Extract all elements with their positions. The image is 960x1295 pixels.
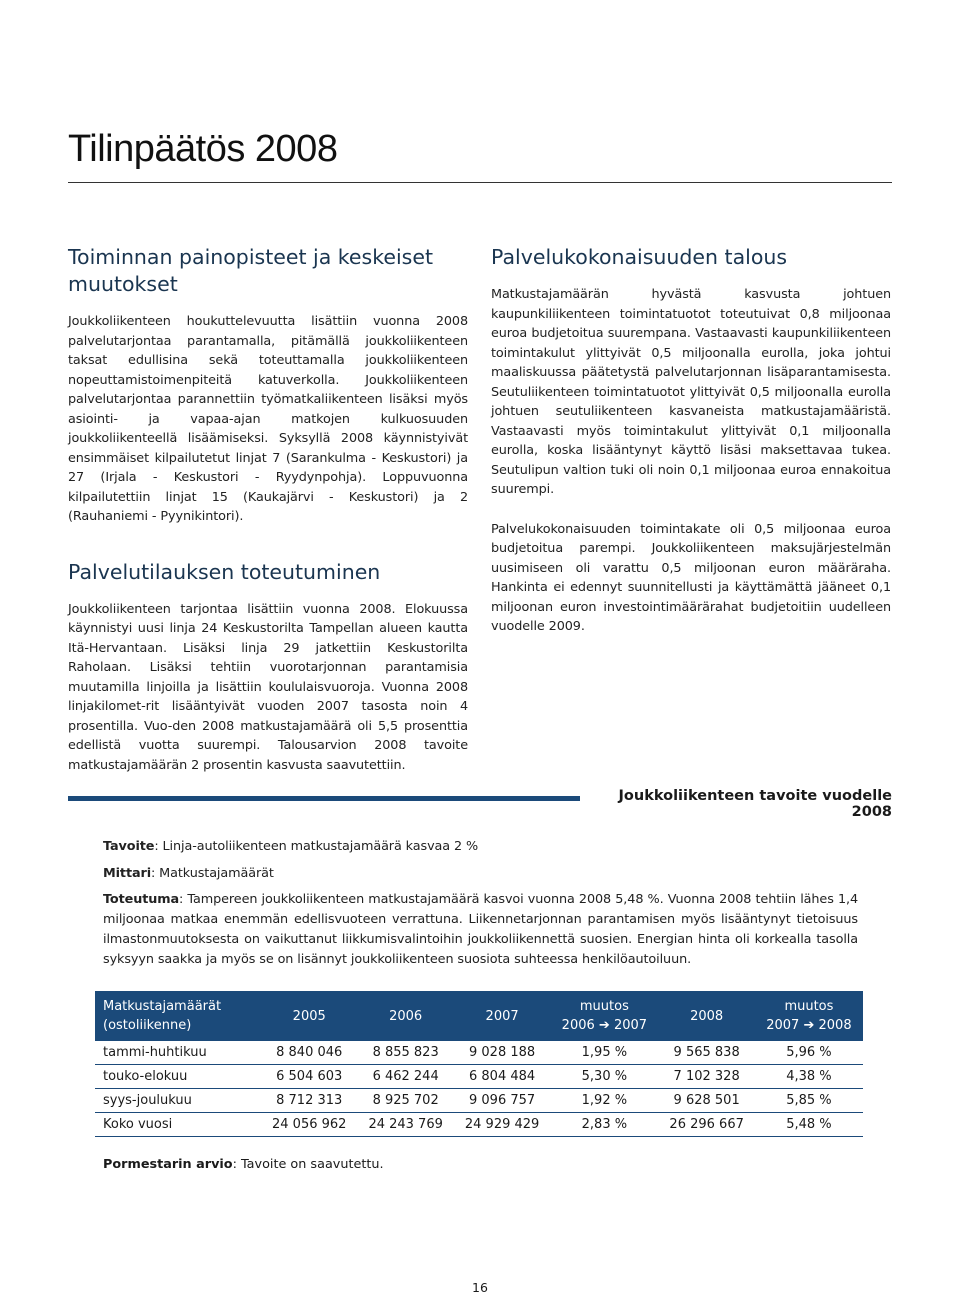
section-heading-focus-areas: Toiminnan painopisteet ja keskeiset muutokset [68, 245, 433, 296]
table-header-row [95, 991, 863, 1041]
section-body-finances-1: Matkustajamäärän hyvästä kasvusta johtuen kaupunkiliikenteen toimintatuotot toteutuivat 0,8 miljoonaa euroa budjetoitua suurempana. Vastaavasti kaupunkiliikenteen toimintakulut ylittyivät 0,5 miljoonalla eurolla, joka johtui maaliskuussa päätetystä palvelutarjonnan lisäparantamisesta. Seutuliikenteen toimintatuotot ylittyivät 0,5 miljoonalla eurolla johtuen seutuliikenteen kasvaneista matkustajamääristä. Vastaavasti myös toimintakulut ylittyivät 0,1 miljoonalla eurolla, koska lisääntynyt käyttö lisäsi maksettavaa tukea. Seutulipun valtion tuki oli noin 0,1 miljoonaa euroa ennakoitua suurempi. [491, 287, 891, 497]
actual-text: : Tampereen joukkoliikenteen matkustajamäärä kasvoi vuonna 2008 5,48 %. Vuonna 2008 tehtiin lähes 1,4 miljoonaa matkaa enemmän edellisvuoteen verrattuna. Liikennetarjonnan parantamisen myös lisääntynyt tietoisuus ilmastonmuutoksesta on vaikuttanut liikkumisvalintoihin joukkoliikennettä suosien. Energian hinta oli korkealla tasolla syksyyn saakka ja myös se on lisännyt joukkoliikenteen suosiota suhteessa henkilöautoiluun. [103, 892, 858, 967]
verdict-text: : Tavoite on saavutettu. [232, 1157, 384, 1172]
section-body-focus-areas: Joukkoliikenteen houkuttelevuutta lisättiin vuonna 2008 palvelutarjontaa parantamalla, pitämällä joukkoliikenteen taksat edullisina sekä toteuttamalla joukkoliikenteen nopeuttamistoimenpiteitä katuverkolla. Joukkoliikenteen palvelutarjontaa parannettiin työmatkaliikenteen lisäksi myös asiointi- ja vapaa-ajan matkojen kulkuosuuden joukkoliikenteellä lisäämiseksi. Syksyllä 2008 käynnistyivät ensimmäiset kilpailutetut linjat 7 (Sarankulma - Keskustori) ja 27 (Irjala - Keskustori - Ryydynpohja). Loppuvuonna kilpailutettiin linjat 15 (Kaukajärvi - Keskustori) ja 2 (Rauhaniemi - Pyynikintori). [68, 314, 468, 524]
goal-actual [103, 890, 858, 970]
title-divider [68, 182, 892, 183]
header-2008: 2008 [658, 991, 754, 1041]
header-2005: 2005 [261, 991, 357, 1041]
arrow-icon: ➔ [803, 1018, 815, 1033]
metric-label: Mittari [103, 866, 151, 881]
header-2007: 2007 [454, 991, 550, 1041]
right-column [491, 244, 891, 637]
section-body-service-order: Joukkoliikenteen tarjontaa lisättiin vuonna 2008. Elokuussa käynnistyi uusi linja 24 Keskustorilta Tampellan alueen kautta Itä-Hervantaan. Lisäksi linja 29 jatkettiin Keskustorilta Raholaan. Lisäksi tehtiin vuorotarjonnan parantamisia muutamilla linjoilla ja lisättiin koululaisvuoroja. Vuonna 2008 linjakilomet-rit lisääntyivät vuoden 2007 tasosta noin 4 prosentilla. Vuo-den 2008 matkustajamäärä oli 5,5 prosenttia edellistä vuotta suurempi. Talousarvion 2008 tavoite matkustajamäärän 2 prosentin kasvusta saavutettiin. [68, 601, 468, 773]
page-title: Tilinpäätös 2008 [68, 128, 338, 170]
section-heading-finances: Palvelukokonaisuuden talous [491, 245, 788, 269]
actual-label: Toteutuma [103, 892, 180, 907]
section-body-finances-2: Palvelukokonaisuuden toimintakate oli 0,5 miljoonaa euroa budjetoitua parempi. Joukkoliikenteen maksujärjestelmän uusimiseen oli varattu 0,5 miljoonan euron määräraha. Hankinta ei edennyt suunnitellusti ja käyttämättä jääneet 0,1 miljoonan euron investointimäärärahat budjetoitiin uudelleen vuodelle 2009. [491, 521, 891, 634]
goal-metric [103, 864, 858, 884]
goal-target [103, 837, 858, 857]
goal-heading: Joukkoliikenteen tavoite vuodelle 2008 [618, 788, 892, 820]
arrow-icon: ➔ [598, 1018, 610, 1033]
table-row: tammi-huhtikuu 8 840 046 8 855 823 9 028 188 1,95 % 9 565 838 5,96 % [95, 1041, 863, 1065]
header-category: Matkustajamäärät (ostoliikenne) [95, 991, 261, 1041]
goal-accent-bar [68, 796, 580, 801]
page-number: 16 [472, 1280, 488, 1295]
table-row: Koko vuosi 24 056 962 24 243 769 24 929 429 2,83 % 26 296 667 5,48 % [95, 1113, 863, 1137]
target-label: Tavoite [103, 839, 155, 854]
header-change-2007-2008: muutos 2007 ➔ 2008 [755, 991, 863, 1041]
section-heading-service-order: Palvelutilauksen toteutuminen [68, 559, 381, 584]
table-row: touko-elokuu 6 504 603 6 462 244 6 804 484 5,30 % 7 102 328 4,38 % [95, 1065, 863, 1089]
verdict-label: Pormestarin arvio [103, 1157, 233, 1172]
mayor-verdict [103, 1157, 384, 1172]
left-column [68, 244, 468, 775]
header-change-2006-2007: muutos 2006 ➔ 2007 [550, 991, 658, 1041]
metric-text: : Matkustajamäärät [151, 866, 274, 881]
passenger-table [95, 991, 863, 1137]
target-text: : Linja-autoliikenteen matkustajamäärä kasvaa 2 % [154, 839, 479, 854]
table-row: syys-joulukuu 8 712 313 8 925 702 9 096 757 1,92 % 9 628 501 5,85 % [95, 1089, 863, 1113]
header-2006: 2006 [357, 991, 453, 1041]
